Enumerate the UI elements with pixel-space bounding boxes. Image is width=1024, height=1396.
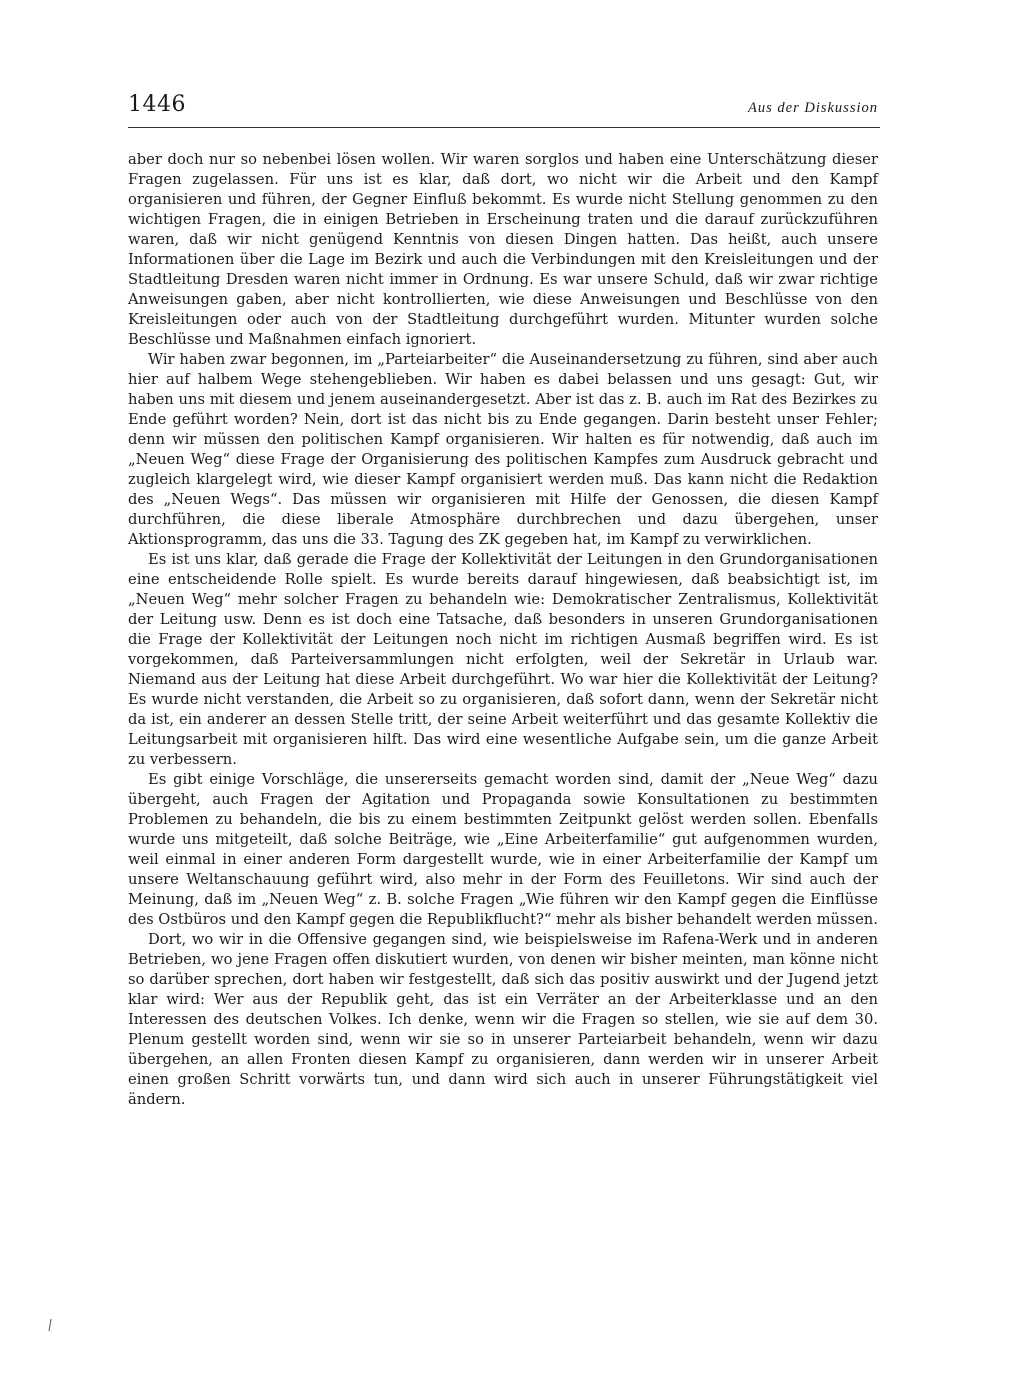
page-number: 1446 bbox=[128, 92, 186, 117]
running-head: Aus der Diskussion bbox=[748, 100, 878, 116]
paragraph: Dort, wo wir in die Offensive gegangen sind, wie beispielsweise im Rafena-Werk und in anderen Betrieben, wo jene Fragen offen diskutiert wurden, von denen wir bisher meinten, man könne nicht so darüber sprechen, dort haben wir festgestellt, daß sich das positiv auswirkt und der Jugend jetzt klar wird: Wer aus der Republik geht, das ist ein Verräter an der Arbeiterklasse und an den Interessen des deutschen Volkes. Ich denke, wenn wir die Fragen so stellen, wie sie auf dem 30. Plenum gestellt worden sind, wenn wir sie so in unserer Parteiarbeit behandeln, wenn wir dazu übergehen, an allen Fronten diesen Kampf zu organisieren, dann werden wir in unserer Arbeit einen großen Schritt vorwärts tun, und dann wird sich auch in unserer Führungstätigkeit viel ändern. bbox=[128, 931, 878, 1108]
paragraph: Wir haben zwar begonnen, im „Parteiarbeiter“ die Auseinandersetzung zu führen, sind aber auch hier auf halbem Wege stehengeblieben. Wir haben es dabei belassen und uns gesagt: Gut, wir haben uns mit diesem und jenem auseinandergesetzt. Aber ist das z. B. auch im Rat des Bezirkes zu Ende geführt worden? Nein, dort ist das nicht bis zu Ende gegangen. Darin besteht unser Fehler; denn wir müssen den politischen Kampf organisieren. Wir halten es für notwendig, daß auch im „Neuen Weg“ diese Frage der Organisierung des politischen Kampfes zum Ausdruck gebracht und zugleich klargelegt wird, wie dieser Kampf organisiert werden muß. Das kann nicht die Redaktion des „Neuen Wegs“. Das müssen wir organisieren mit Hilfe der Genossen, die diesen Kampf durchführen, die diese liberale Atmosphäre durchbrechen und dazu übergehen, unser Aktionsprogramm, das uns die 33. Tagung des ZK gegeben hat, im Kampf zu verwirklichen. bbox=[128, 351, 878, 548]
paragraph: aber doch nur so nebenbei lösen wollen. Wir waren sorglos und haben eine Unterschätzung dieser Fragen zugelassen. Für uns ist es klar, daß dort, wo nicht wir die Arbeit und den Kampf organisieren und führen, der Gegner Einfluß bekommt. Es wurde nicht Stellung genommen zu den wichtigen Fragen, die in einigen Betrieben in Erscheinung traten und die darauf zurückzuführen waren, daß wir nicht genügend Kenntnis von diesen Dingen hatten. Das heißt, auch unsere Informationen über die Lage im Bezirk und auch die Verbindungen mit den Kreisleitungen und der Stadtleitung Dresden waren nicht immer in Ordnung. Es war unsere Schuld, daß wir zwar richtige Anweisungen gaben, aber nicht kontrollierten, wie diese Anweisungen und Beschlüsse von den Kreisleitungen oder auch von der Stadtleitung durchgeführt wurden. Mitunter wurden solche Beschlüsse und Maßnahmen einfach ignoriert. bbox=[128, 151, 878, 348]
paragraph: Es ist uns klar, daß gerade die Frage der Kollektivität der Leitungen in den Grundorganisationen eine entscheidende Rolle spielt. Es wurde bereits darauf hingewiesen, daß beabsichtigt ist, im „Neuen Weg“ mehr solcher Fragen zu behandeln wie: Demokratischer Zentralismus, Kollektivität der Leitung usw. Denn es ist doch eine Tatsache, daß besonders in unseren Grundorganisationen die Frage der Kollektivität der Leitungen noch nicht im richtigen Ausmaß begriffen wird. Es ist vorgekommen, daß Parteiversammlungen nicht erfolgten, weil der Sekretär in Urlaub war. Niemand aus der Leitung hat diese Arbeit durchgeführt. Wo war hier die Kollektivität der Leitung? Es wurde nicht verstanden, die Arbeit so zu organisieren, daß sofort dann, wenn der Sekretär nicht da ist, ein anderer an dessen Stelle tritt, der seine Arbeit weiterführt und das gesamte Kollektiv die Leitungsarbeit mit organisieren hilft. Das wird eine wesentliche Aufgabe sein, um die ganze Arbeit zu verbessern. bbox=[128, 551, 878, 768]
header-rule bbox=[128, 127, 880, 128]
margin-mark bbox=[48, 1318, 51, 1332]
body-text bbox=[128, 150, 878, 1110]
paragraph: Es gibt einige Vorschläge, die unsererseits gemacht worden sind, damit der „Neue Weg“ dazu übergeht, auch Fragen der Agitation und Propaganda sowie Konsultationen zu bestimmten Problemen zu behandeln, die bis zu einem bestimmten Zeitpunkt gelöst werden sollen. Ebenfalls wurde uns mitgeteilt, daß solche Beiträge, wie „Eine Arbeiterfamilie“ gut aufgenommen wurden, weil einmal in einer anderen Form dargestellt wurde, wie in einer Arbeiterfamilie der Kampf um unsere Weltanschauung geführt wird, also mehr in der Form des Feuilletons. Wir sind auch der Meinung, daß im „Neuen Weg“ z. B. solche Fragen „Wie führen wir den Kampf gegen die Einflüsse des Ostbüros und den Kampf gegen die Republikflucht?“ mehr als bisher behandelt werden müssen. bbox=[128, 771, 878, 928]
page-header bbox=[128, 90, 880, 126]
